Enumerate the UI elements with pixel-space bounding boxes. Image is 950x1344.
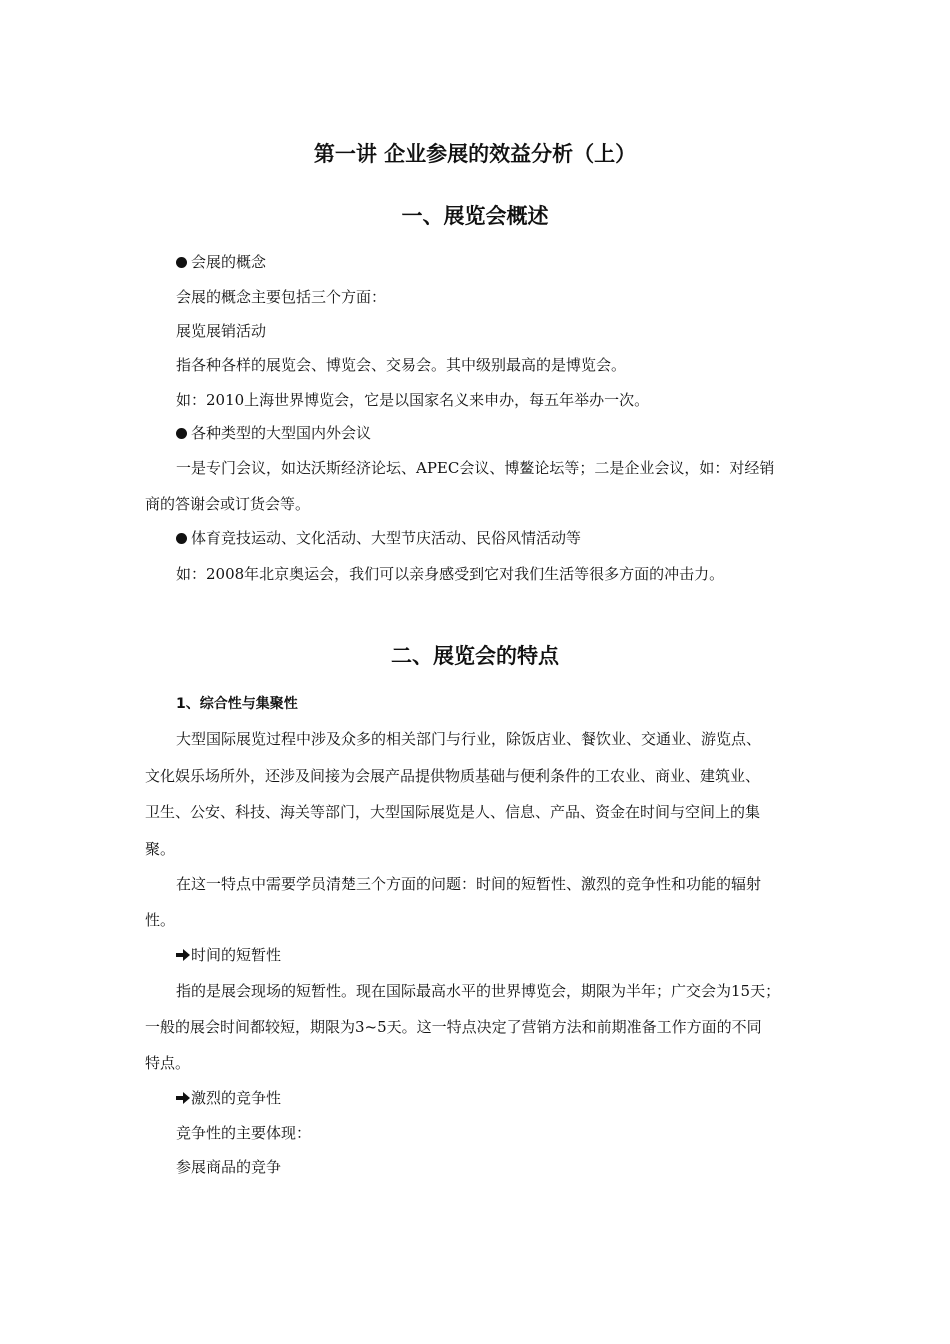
paragraph: 竞争性的主要体现： [176, 1124, 312, 1142]
paragraph-line: 聚。 [145, 840, 176, 858]
paragraph-line: 一是专门会议，如达沃斯经济论坛、APEC会议、博鳌论坛等；二是企业会议，如：对经销 [176, 459, 775, 477]
arrow-item-short-duration [176, 945, 281, 965]
paragraph-line: 性。 [145, 911, 176, 929]
section-heading-overview: 一、展览会概述 [401, 204, 549, 228]
paragraph: 如：2010上海世界博览会，它是以国家名义来申办，每五年举办一次。 [176, 391, 650, 409]
arrow-item-competition [176, 1088, 281, 1108]
bullet-item-exhibition-concept [176, 252, 266, 272]
paragraph-line: 卫生、公安、科技、海关等部门，大型国际展览是人、信息、产品、资金在时间与空间上的集 [145, 803, 761, 821]
paragraph-line: 一般的展会时间都较短，期限为3~5天。这一特点决定了营销方法和前期准备工作方面的不同 [145, 1018, 762, 1036]
bullet-text: 体育竞技运动、文化活动、大型节庆活动、民俗风情活动等 [191, 529, 582, 547]
paragraph: 如：2008年北京奥运会，我们可以亲身感受到它对我们生活等很多方面的冲击力。 [176, 565, 725, 583]
paragraph-line: 在这一特点中需要学员清楚三个方面的问题：时间的短暂性、激烈的竞争性和功能的辐射 [176, 875, 762, 893]
paragraph: 展览展销活动 [176, 322, 267, 340]
bullet-item-conferences [176, 423, 371, 443]
bullet-item-sports-culture [176, 528, 581, 548]
section-heading-features: 二、展览会的特点 [391, 644, 559, 668]
document-title: 第一讲 企业参展的效益分析（上） [313, 142, 637, 166]
bullet-dot-icon [176, 428, 187, 439]
bullet-text: 各种类型的大型国内外会议 [191, 424, 372, 442]
paragraph-line: 商的答谢会或订货会等。 [145, 495, 311, 513]
bullet-text: 会展的概念 [191, 253, 267, 271]
arrow-right-icon [176, 949, 190, 961]
paragraph-line: 特点。 [145, 1054, 191, 1072]
arrow-right-icon [176, 1092, 190, 1104]
paragraph: 参展商品的竞争 [176, 1158, 282, 1176]
arrow-item-text: 激烈的竞争性 [191, 1089, 282, 1107]
bullet-dot-icon [176, 533, 187, 544]
bullet-dot-icon [176, 257, 187, 268]
subheading-comprehensiveness: 1、综合性与集聚性 [176, 696, 298, 712]
arrow-item-text: 时间的短暂性 [191, 946, 282, 964]
paragraph-line: 大型国际展览过程中涉及众多的相关部门与行业，除饭店业、餐饮业、交通业、游览点、 [176, 730, 762, 748]
paragraph-line: 文化娱乐场所外，还涉及间接为会展产品提供物质基础与便利条件的工农业、商业、建筑业、 [145, 767, 761, 785]
paragraph-line: 指的是展会现场的短暂性。现在国际最高水平的世界博览会，期限为半年；广交会为15天； [176, 982, 781, 1000]
paragraph: 指各种各样的展览会、博览会、交易会。其中级别最高的是博览会。 [176, 356, 627, 374]
paragraph: 会展的概念主要包括三个方面： [176, 288, 387, 306]
